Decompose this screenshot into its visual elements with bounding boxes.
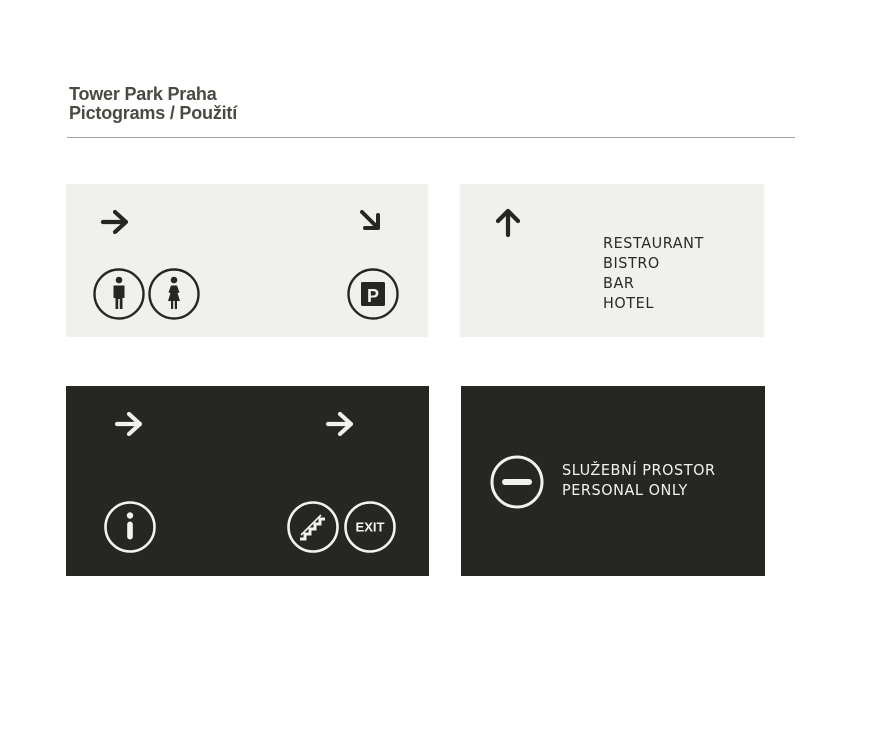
sign-panel-dark-right: [461, 386, 765, 576]
notice-line-english: PERSONAL ONLY: [562, 481, 688, 499]
exit-label: EXIT: [355, 519, 385, 535]
sign-panel-light-right: [460, 184, 764, 337]
header-divider: [67, 137, 795, 138]
notice-line-czech: SLUŽEBNÍ PROSTOR: [562, 461, 716, 479]
arrow-right-icon: [325, 409, 357, 439]
destination-bistro: BISTRO: [603, 254, 660, 272]
sign-panel-dark-left: [66, 386, 429, 576]
men-restroom-icon: [93, 268, 145, 320]
parking-letter: P: [366, 286, 380, 306]
restricted-area-notice: [562, 460, 727, 500]
arrow-right-icon: [114, 409, 146, 439]
information-icon: [104, 501, 156, 553]
destination-list: [603, 233, 711, 313]
stairs-icon: [287, 501, 339, 553]
page-title: Tower Park Praha: [69, 84, 217, 104]
page-header: [69, 85, 237, 123]
no-entry-icon: [490, 455, 544, 509]
arrow-up-icon: [494, 208, 522, 238]
arrow-right-icon: [100, 207, 132, 237]
exit-icon: [344, 501, 396, 553]
destination-bar: BAR: [603, 274, 635, 292]
parking-icon: [347, 268, 399, 320]
destination-restaurant: RESTAURANT: [603, 234, 704, 252]
destination-hotel: HOTEL: [603, 294, 654, 312]
arrow-down-right-icon: [358, 208, 384, 234]
page-subtitle: Pictograms / Použití: [69, 103, 238, 123]
sign-panel-light-left: [66, 184, 428, 337]
women-restroom-icon: [148, 268, 200, 320]
